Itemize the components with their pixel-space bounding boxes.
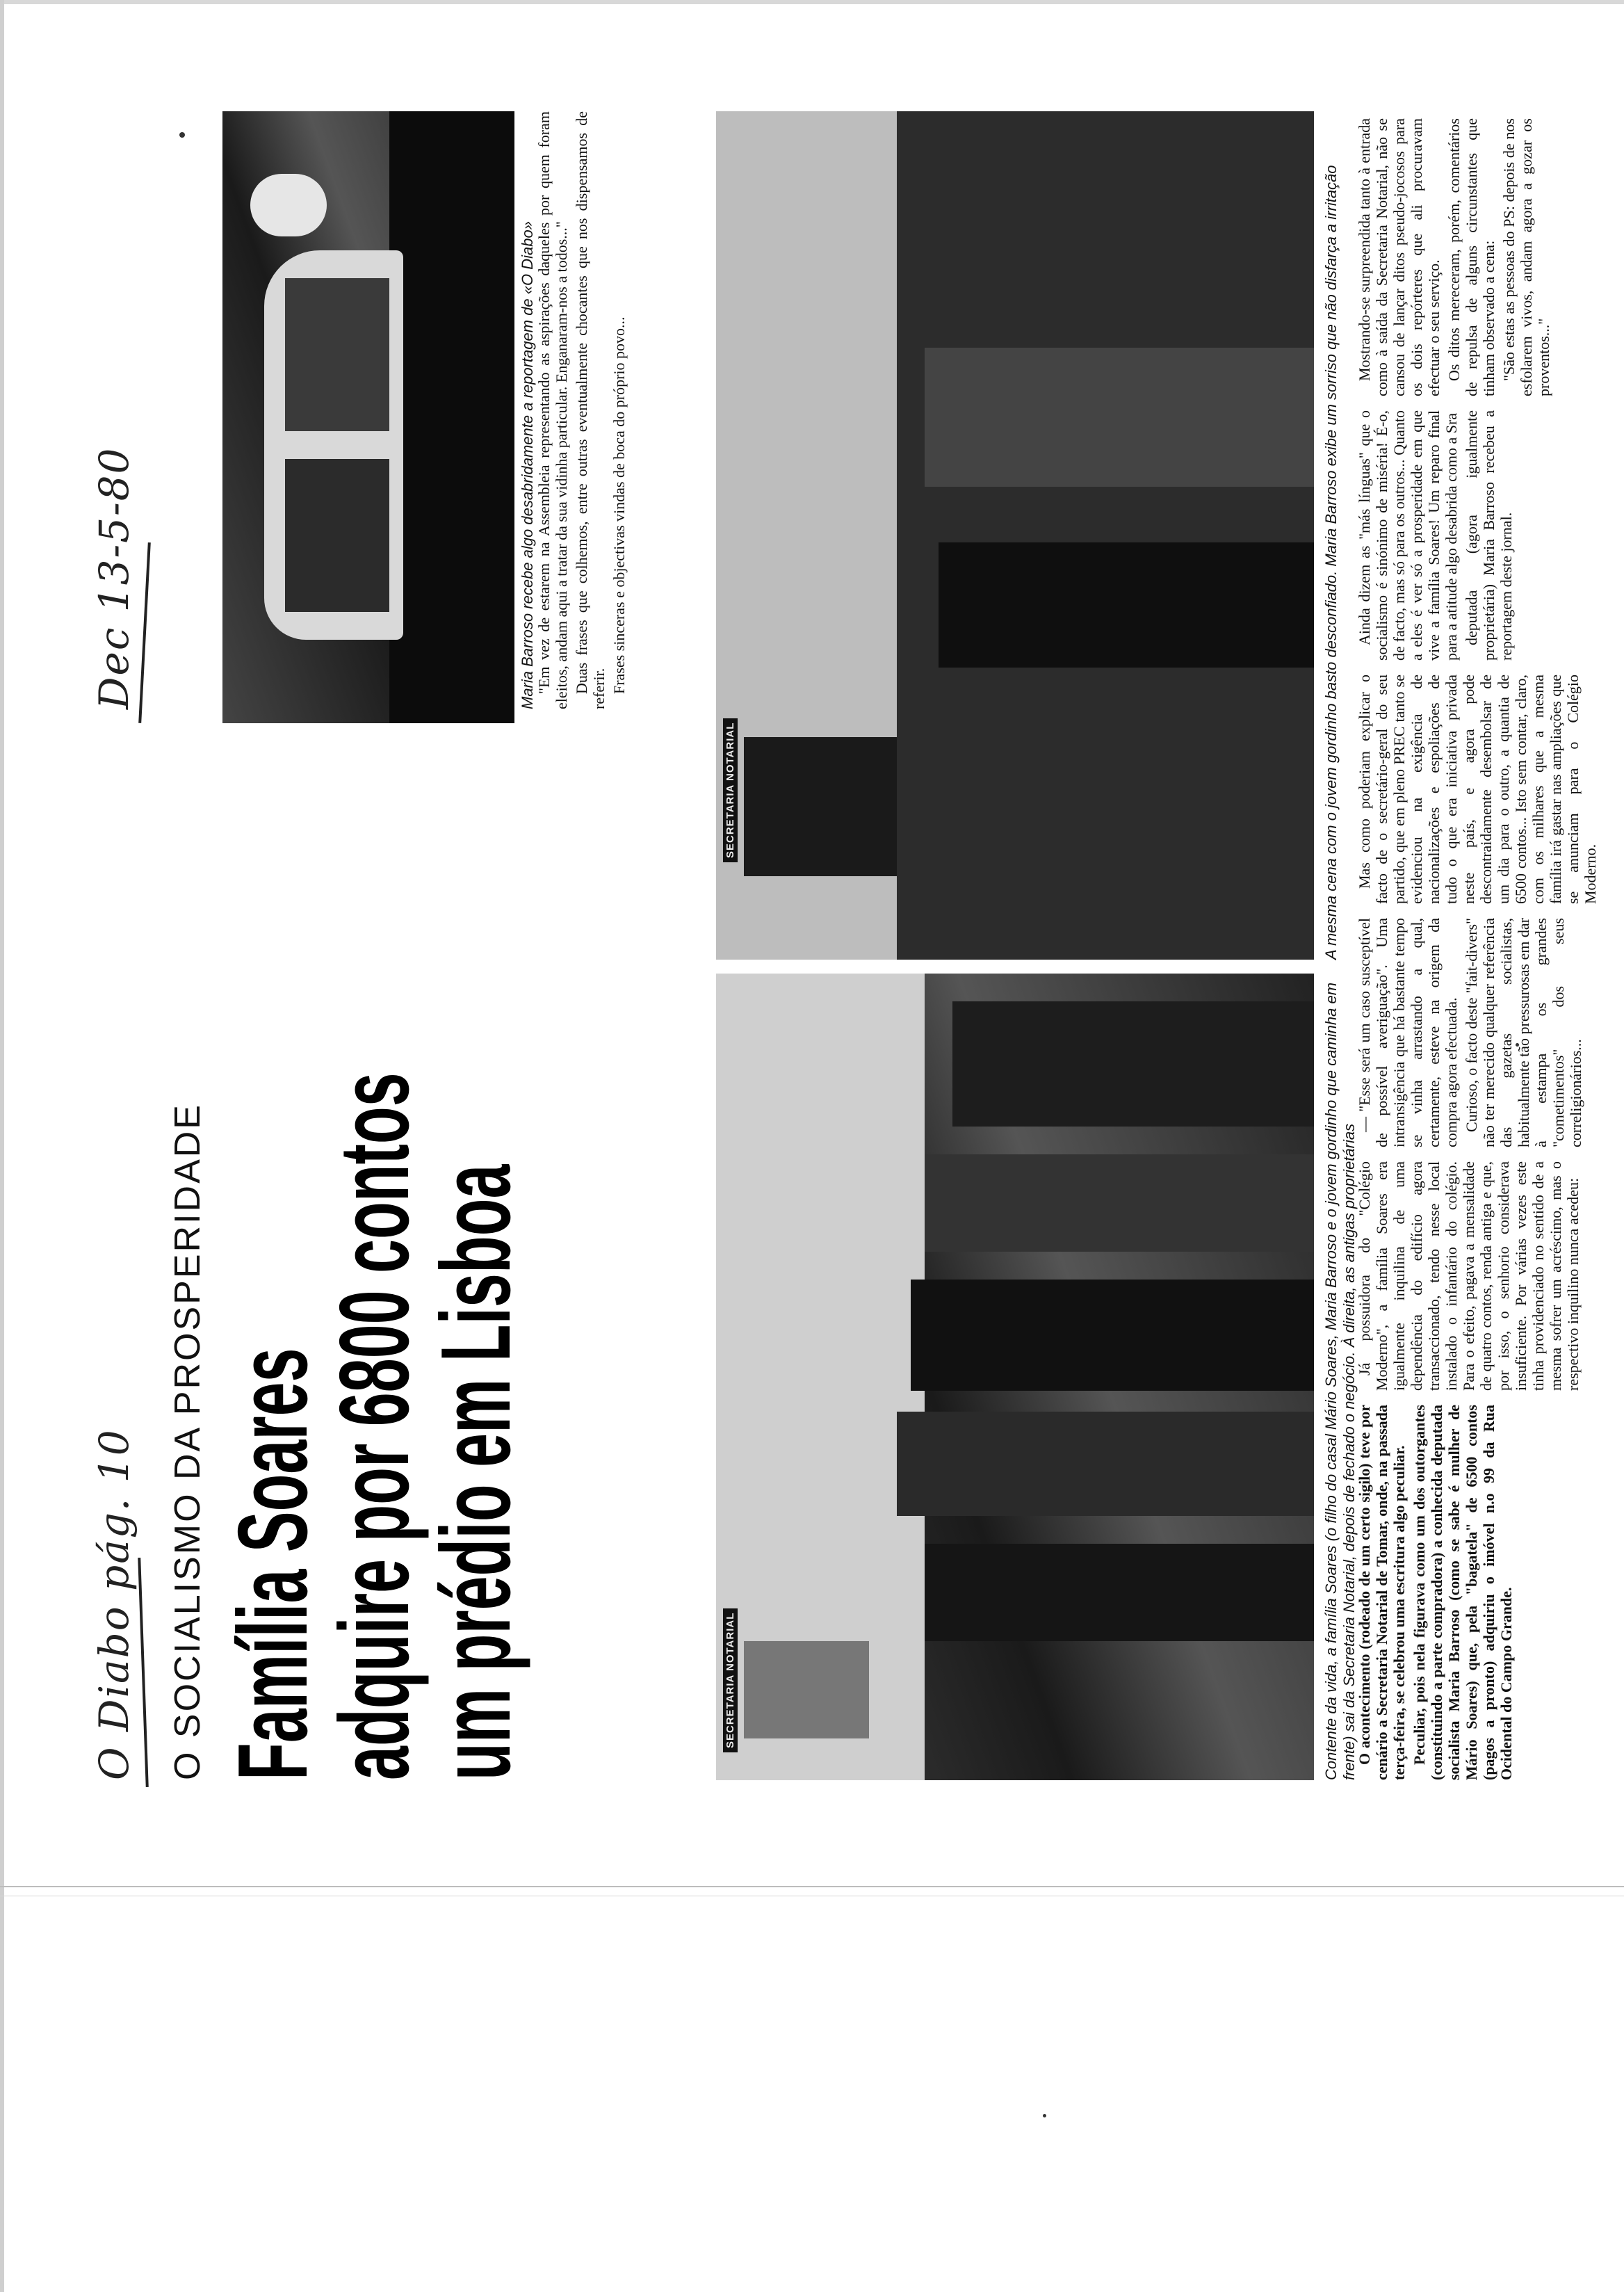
article-column-3 [1356,918,1587,1147]
article-paragraph: Duas frases que colhemos, entre outras eventualmente chocantes que nos dispensamos de referir. [573,111,608,709]
headline-line-3: um prédio em Lisboa [421,1164,531,1780]
photo-maria-barroso-car [222,111,514,723]
caption-car-photo: Maria Barroso recebe algo desabridamente a reportagem de «O Diabo» [519,221,536,709]
article-paragraph: — "Esse será um caso susceptível de possível averiguação". Uma intransigência que há bastante tempo se vinha arrastando a qual, certamente, esteve na origem da compra agora efectuada. [1356,918,1460,1147]
headline-line-1: Família Soares [218,1348,328,1780]
article-paragraph: Mas como poderiam explicar o facto de o secretário-geral do seu partido, que em pleno PREC tanto se evidenciou na exigência de nacionalizações e espoliações de tudo o que era iniciativa privada neste país, e agora pode descontraidamente desembolsar de um dia para o outro, a quantia de 6500 contos... Isto sem contar, claro, com os milhares que a mesma família irá gastar nas ampliações que se anunciam para o Colégio Moderno. [1356,675,1599,904]
article-column-4 [1356,675,1602,904]
article-paragraph: Mostrando-se surpreendida tanto à entrada como à saída da Secretaria Notarial, não se cansou de lançar ditos pseudo-jocosos para os dois repórteres que ali procuravam efectuar o seu serviço. [1356,118,1443,396]
article-headline [218,737,531,1780]
photo-family-leaving-notary [716,974,1314,1780]
article-paragraph: "Em vez de estarem na Assembleia representando as aspirações daqueles por quem foram eleitos, andam aqui a tratar da sua vidinha particular. Enganaram-nos a todos..." [535,111,570,709]
article-column-1 [1356,1405,1518,1780]
scan-edge-left [0,0,4,2292]
notary-sign-left: SECRETARIA NOTARIAL [723,1608,738,1752]
article-column-5 [1356,410,1518,661]
article-paragraph: "São estas as pessoas do PS: depois de nos esfolarem vivos, andam agora a gozar os proventos..." [1500,118,1552,396]
margin-speck [1043,2114,1046,2117]
handwritten-date-note: Dec 13-5-80 [90,446,138,709]
article-column-7 [535,111,631,709]
article-paragraph: O acontecimento (rodeado de um certo sigilo) teve por cenário a Secretaria Notarial de Tomar, onde, na passada terça-feira, se celebrou uma escritura algo peculiar. [1356,1405,1408,1780]
article-kicker: O SOCIALISMO DA PROSPERIDADE [168,1103,208,1780]
handwritten-source-note: O Diabo pág. 10 [90,1428,138,1780]
notary-sign-right: SECRETARIA NOTARIAL [723,718,738,862]
handwritten-underline [138,542,151,723]
caption-right-photo: A mesma cena com o jovem gordinho basto desconfiado. Maria Barroso exibe um sorriso que não disfarça a irritação [1322,165,1340,960]
article-column-6 [1356,118,1555,396]
article-paragraph: Ainda dizem as "más línguas" que o socialismo é sinónimo de miséria! É-o, de facto, mas só para os outros... Quanto a eles é ver só a prosperidade em que vive a família Soares! Um reparo final para a atitude algo desabrida como a Sra [1356,410,1460,661]
article-paragraph: Frases sinceras e objectivas vindas de boca do próprio povo... [610,316,628,694]
article-paragraph: Já possuidora do "Colégio Moderno", a família Soares era igualmente inquilina de uma dependência do edifício agora transaccionado, tendo nesse local instalado o infantário do colégio. Para o efeito, pagava a mensalidade de quatro contos, renda antiga e que, por isso, o senhorio considerava insuficiente. Por várias vezes este tinha providenciado no sentido de a mesma sofrer um acréscimo, mas o respectivo inquilino nunca acedeu: [1356,1161,1582,1391]
fold-line [0,1886,1624,1887]
article-paragraph: Peculiar, pois nela figurava como um dos outorgantes (constituindo a parte compradora) a conhecida deputada socialista Maria Barroso (como se sabe é mulher de Mário Soares) que, pela "bagatela" de 6500 contos (pagos a pronto) adquiriu o imóvel n.o 99 da Rua Ocidental do Campo Grande. [1411,1405,1515,1780]
article-column-2 [1356,1161,1584,1391]
photo-same-scene [716,111,1314,960]
handwritten-underline [138,1558,149,1787]
article-paragraph: Os ditos mereceram, porém, comentários de repulsa de alguns circunstantes que tinham observado a cena: [1445,118,1497,396]
headline-line-2: adquire por 6800 contos [319,1072,430,1780]
newspaper-clipping [90,104,1599,1794]
article-paragraph: deputada (agora igualmente proprietária) Maria Barroso recebeu a reportagem deste jornal. [1463,410,1515,661]
caption-left-photo: Contente da vida, a família Soares (o filho do casal Mário Soares, Maria Barroso e o jovem gordinho que caminha em frente) sai da Secretaria Notarial, depois de fechado o negócio. À direita, as antigas proprietárias [1322,982,1358,1780]
article-paragraph: Curioso, o facto deste "fait-divers" não ter merecido qualquer referência das gazetas socialistas, habitualmente tão pressurosas em dar à estampa os grandes "cometimentos" dos seus correligionários... [1463,918,1584,1147]
scan-edge-top [0,0,1624,4]
